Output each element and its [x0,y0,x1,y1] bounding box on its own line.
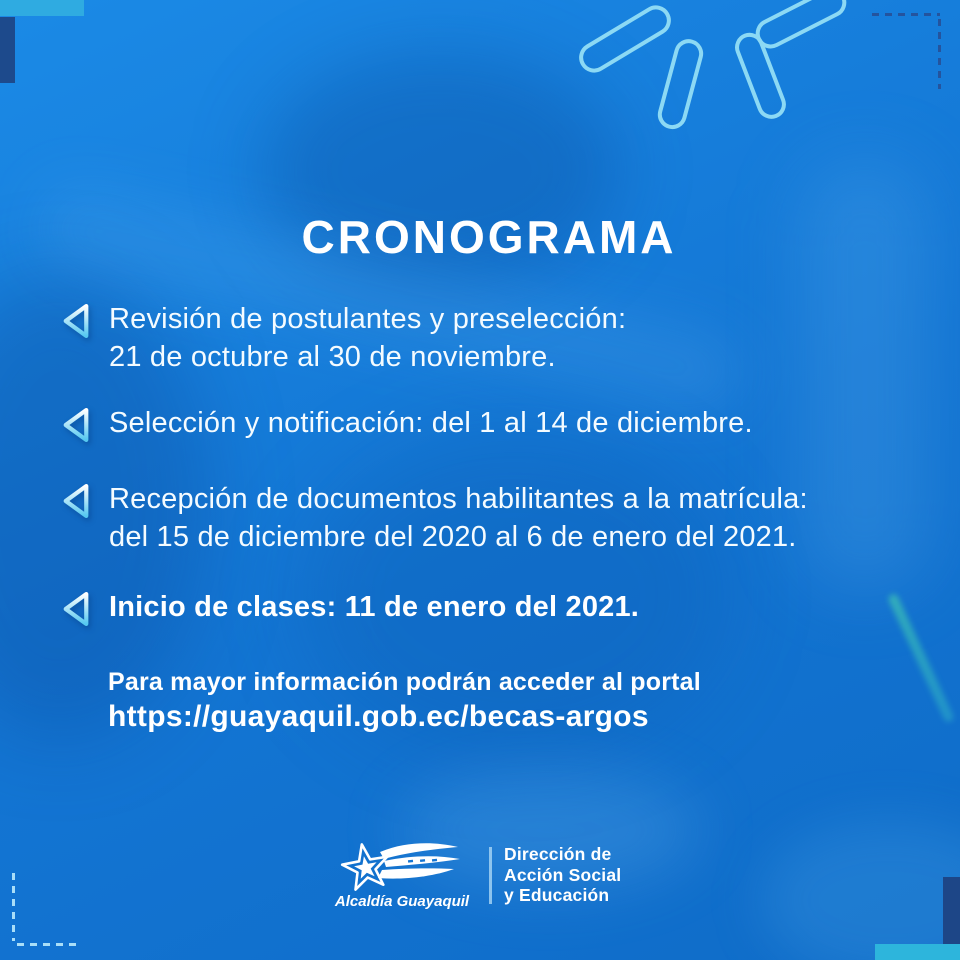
department-line: Acción Social [504,864,622,885]
schedule-item [62,300,626,376]
logo-caption: Alcaldía Guayaquil [334,893,470,910]
background-blob [760,820,960,960]
background-pencil-streak [887,592,955,723]
schedule-item [62,404,753,444]
schedule-item-line: del 15 de diciembre del 2020 al 6 de enero del 2021. [109,521,797,553]
alcaldia-guayaquil-star-logo [336,836,468,894]
schedule-item [62,588,639,628]
portal-url-link[interactable]: https://guayaquil.gob.ec/becas-argos [108,700,649,733]
top-right-dashed-line [872,13,940,16]
portal-info-text: Para mayor información podrán acceder al portal [108,668,701,696]
department-line: Dirección de [504,844,612,864]
bottom-left-dashed-line [17,943,81,946]
triangle-left-icon [62,590,90,628]
top-right-dashed-line [938,19,941,89]
schedule-item-line: 21 de octubre al 30 de noviembre. [109,341,556,373]
schedule-item-line: Inicio de clases: 11 de enero del 2021. [109,591,640,623]
top-left-teal-bar [0,0,84,16]
triangle-left-icon [62,406,90,444]
schedule-item [62,480,808,556]
bottom-right-navy-rect [943,877,960,945]
footer-divider [489,847,492,904]
schedule-item-line: Revisión de postulantes y preselección: [109,303,627,335]
bottom-left-dashed-line [12,873,15,941]
page-title: CRONOGRAMA [301,211,677,263]
department-line: y Educación [504,885,610,905]
top-left-navy-rect [0,17,15,83]
department-name [504,844,621,906]
schedule-item-line: Recepción de documentos habilitantes a la matrícula: [109,483,808,515]
spark-burst-icon [570,0,870,145]
triangle-left-icon [62,482,90,520]
schedule-item-line: Selección y notificación: del 1 al 14 de diciembre. [109,407,753,439]
triangle-left-icon [62,302,90,340]
bottom-right-teal-bar [875,944,960,960]
